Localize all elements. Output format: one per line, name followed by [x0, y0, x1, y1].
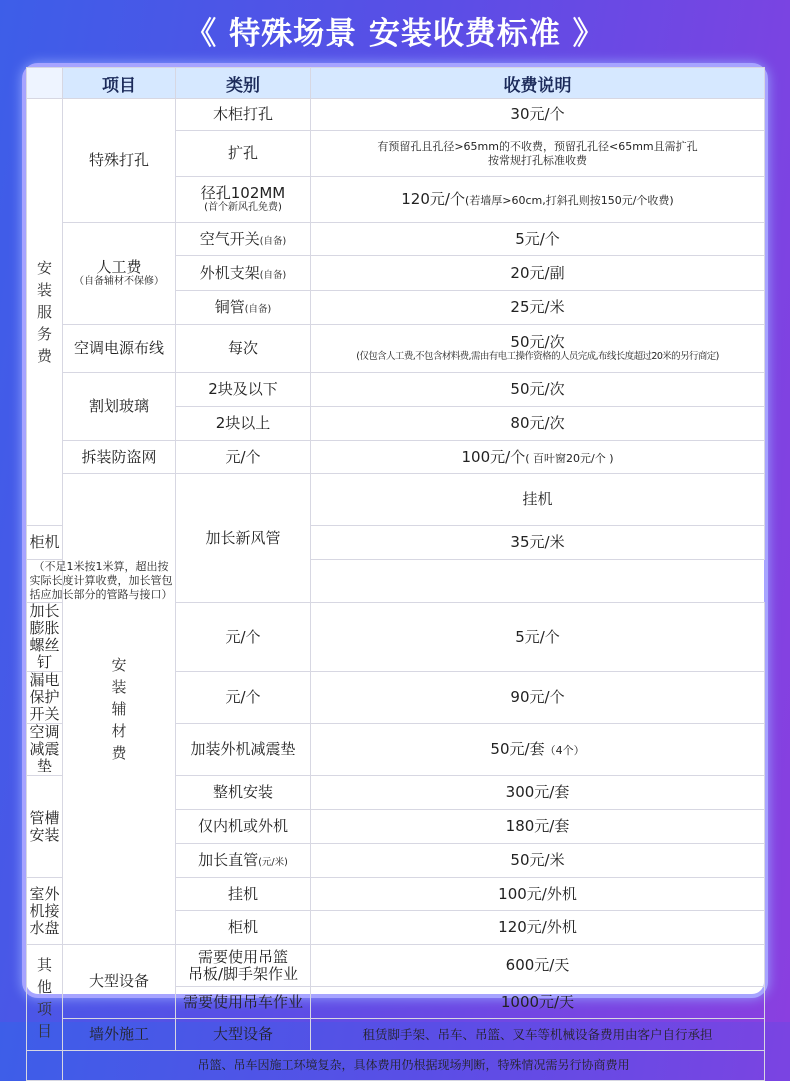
description-cell: 90元/个	[311, 672, 765, 724]
category-cell: 需要使用吊篮 吊板/脚手架作业	[176, 945, 311, 987]
footnote-spacer	[27, 1051, 63, 1081]
item-special-drilling: 特殊打孔	[63, 99, 176, 223]
category-cell: 每次	[176, 325, 311, 373]
table-row	[27, 1051, 765, 1081]
category-cell: 铜管(自备)	[176, 291, 311, 325]
category-cell: 加长直管(元/米)	[176, 844, 311, 878]
item-labor: 人工费 （自备辅材不保修）	[63, 223, 176, 325]
footnote: 吊篮、吊车因施工环境复杂，具体费用仍根据现场判断，特殊情况需另行协商费用	[63, 1051, 765, 1081]
description-cell: 有预留孔且孔径>65mm的不收费，预留孔孔径<65mm且需扩孔 按常规打孔标准收费	[311, 131, 765, 177]
description-cell: 30元/个	[311, 99, 765, 131]
description-cell: 5元/个	[311, 223, 765, 256]
item-trunking: 管槽安装	[27, 776, 63, 878]
table-row	[27, 945, 765, 987]
category-cell: 扩孔	[176, 131, 311, 177]
description-cell: 25元/米	[311, 291, 765, 325]
description-cell: 50元/套（4个）	[311, 724, 765, 776]
category-cell: 加装外机减震垫	[176, 724, 311, 776]
category-cell: 整机安装	[176, 776, 311, 810]
item-security-net: 拆装防盗网	[63, 441, 176, 474]
description-cell: 1000元/天	[311, 987, 765, 1019]
table-row	[27, 325, 765, 373]
item-glass-cutting: 割划玻璃	[63, 373, 176, 441]
header-category: 类别	[176, 68, 311, 99]
header-description: 收费说明	[311, 68, 765, 99]
table-row	[27, 1019, 765, 1051]
category-cell: 挂机	[311, 474, 765, 526]
category-cell: 仅内机或外机	[176, 810, 311, 844]
table-header-row	[27, 68, 765, 99]
category-cell: 空气开关(自备)	[176, 223, 311, 256]
item-leakage-switch: 漏电保护开关	[27, 672, 63, 724]
category-cell: 2块以上	[176, 407, 311, 441]
category-cell: 柜机	[176, 911, 311, 945]
description-cell: 20元/副	[311, 256, 765, 291]
category-cell: 外机支架(自备)	[176, 256, 311, 291]
item-exterior-work: 墙外施工	[63, 1019, 176, 1051]
description-cell: 120元/外机	[311, 911, 765, 945]
category-cell: 径孔102MM (首个新风孔免费)	[176, 177, 311, 223]
item-power-wiring: 空调电源布线	[63, 325, 176, 373]
description-cell: 100元/个( 百叶窗20元/个 )	[311, 441, 765, 474]
table-row	[27, 99, 765, 131]
category-cell: 元/个	[176, 441, 311, 474]
price-table	[26, 67, 765, 1081]
table-row	[27, 223, 765, 256]
item-fresh-air-duct: 加长新风管	[176, 474, 311, 603]
description-cell: 50元/次 (仅包含人工费,不包含材料费,需由有电工操作资格的人员完成,布线长度超过20米的另行商定)	[311, 325, 765, 373]
section-install-materials: 安 装 辅 材 费	[63, 474, 176, 945]
category-cell: 挂机	[176, 878, 311, 911]
description-cell: 180元/套	[311, 810, 765, 844]
description-cell: 50元/米	[311, 844, 765, 878]
table-row	[27, 560, 765, 603]
category-cell: 2块及以下	[176, 373, 311, 407]
item-drip-tray: 室外机接水盘	[27, 878, 63, 945]
section-other: 其 他 项 目	[27, 945, 63, 1051]
description-cell: 5元/个	[311, 603, 765, 672]
category-cell: 需要使用吊车作业	[176, 987, 311, 1019]
header-item: 项目	[63, 68, 176, 99]
description-cell: 租赁脚手架、吊车、吊篮、叉车等机械设备费用由客户自行承担	[311, 1019, 765, 1051]
page-title: 《 特殊场景 安装收费标准 》	[185, 16, 605, 52]
description-cell: 300元/套	[311, 776, 765, 810]
price-table-card	[22, 63, 768, 1072]
description-cell: 80元/次	[311, 407, 765, 441]
item-expansion-screw: 加长膨胀螺丝钉	[27, 603, 63, 672]
description-cell: 50元/次	[311, 373, 765, 407]
category-cell: 元/个	[176, 672, 311, 724]
table-row	[27, 441, 765, 474]
item-large-equipment: 大型设备	[63, 945, 176, 1019]
category-cell: 柜机	[27, 526, 63, 560]
description-cell: 600元/天	[311, 945, 765, 987]
table-row	[27, 373, 765, 407]
category-cell: 大型设备	[176, 1019, 311, 1051]
category-cell: 木柜打孔	[176, 99, 311, 131]
section-install-service: 安 装 服 务 费	[27, 99, 63, 526]
header-corner	[27, 68, 63, 99]
description-cell: 120元/个(若墙厚>60cm,打斜孔则按150元/个收费)	[311, 177, 765, 223]
category-cell: 元/个	[176, 603, 311, 672]
duct-note: （不足1米按1米算，超出按实际长度计算收费，加长管包括应加长部分的管路与接口）	[27, 560, 176, 603]
description-cell: 35元/米	[311, 526, 765, 560]
table-row	[27, 474, 765, 526]
description-cell: 100元/外机	[311, 878, 765, 911]
item-shock-pad: 空调减震垫	[27, 724, 63, 776]
